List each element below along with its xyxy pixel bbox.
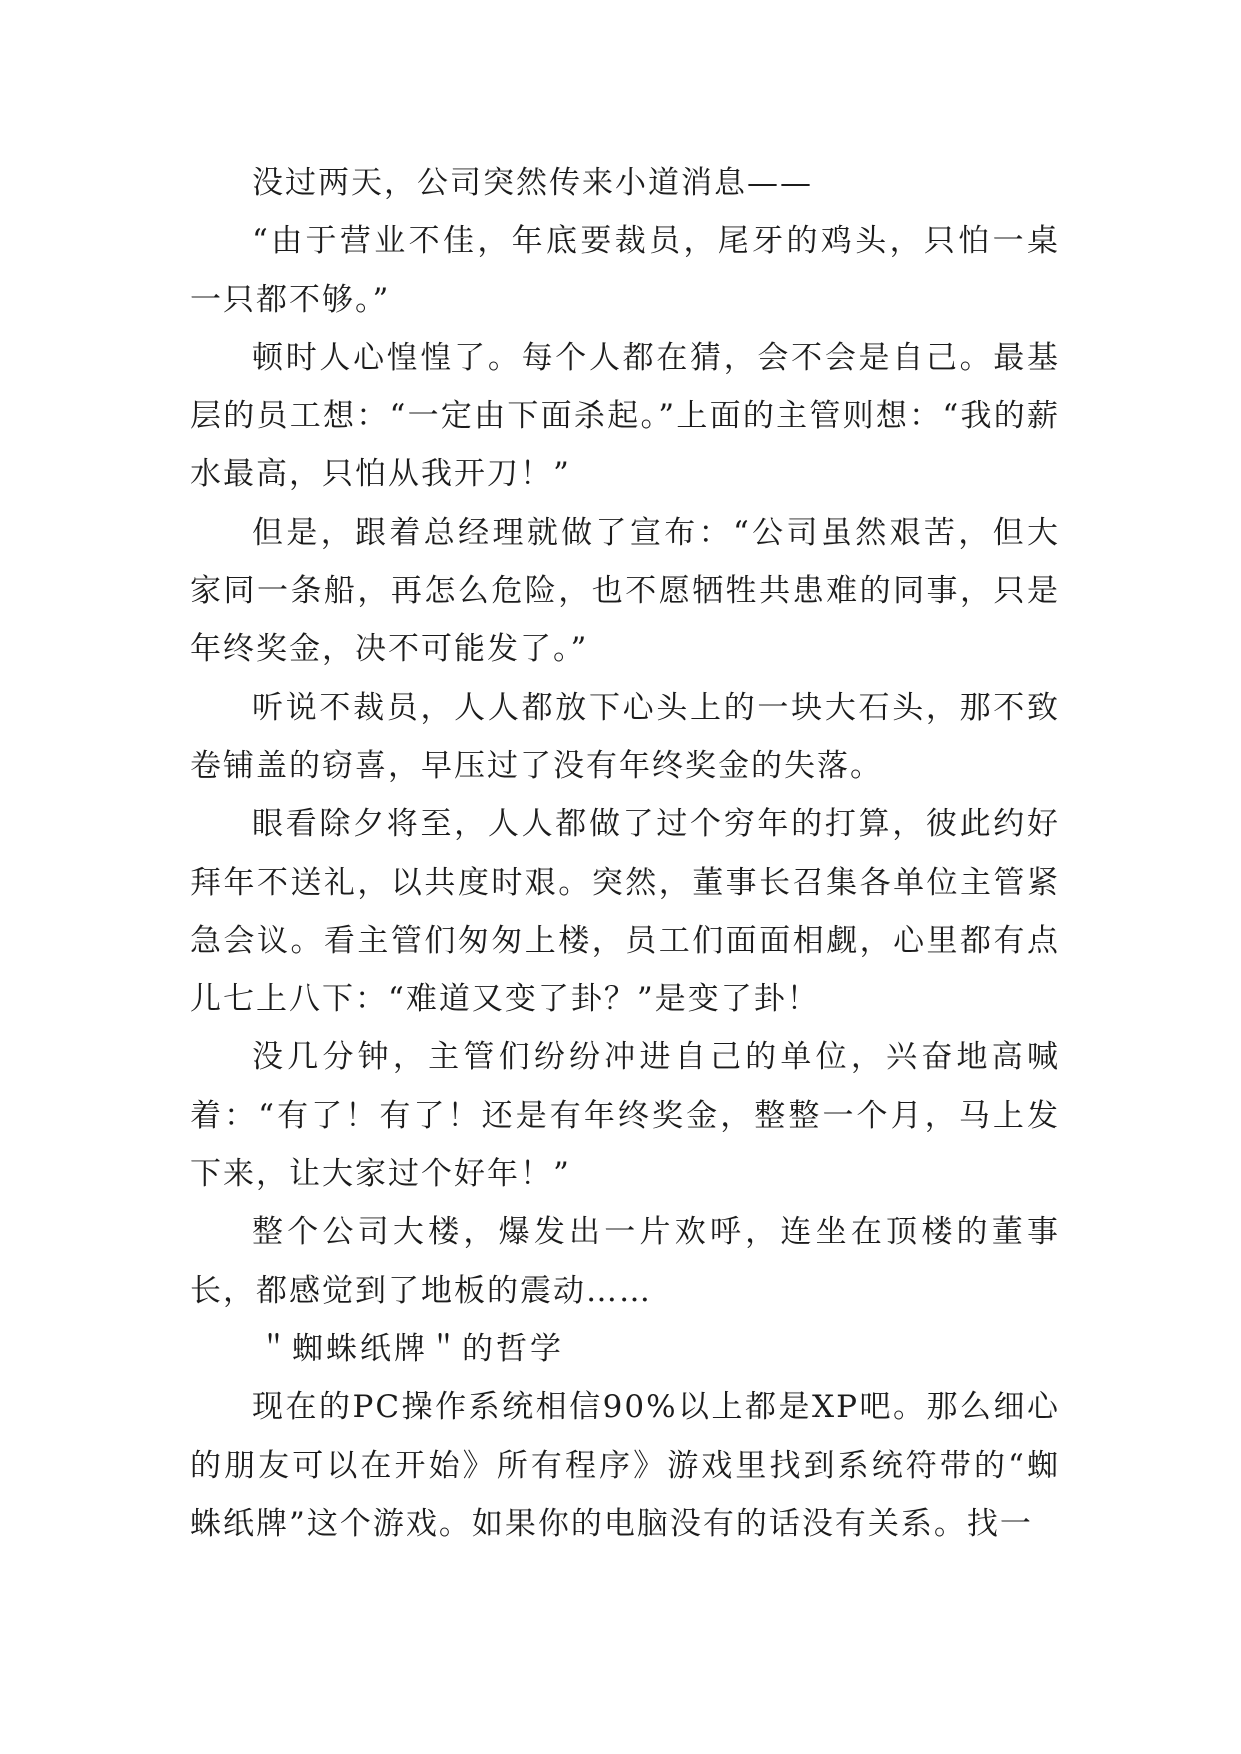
section-heading: ＂蜘蛛纸牌＂的哲学	[258, 1330, 564, 1367]
document-body	[190, 154, 1060, 1553]
paragraph: 但是，跟着总经理就做了宣布：“公司虽然艰苦，但大家同一条船，再怎么危险，也不愿牺牲共患难的同事，只是年终奖金，决不可能发了。”	[190, 514, 1060, 668]
paragraph: 没几分钟，主管们纷纷冲进自己的单位，兴奋地高喊着：“有了！有了！还是有年终奖金，整整一个月，马上发下来，让大家过个好年！”	[190, 1039, 1060, 1193]
paragraph: 眼看除夕将至，人人都做了过个穷年的打算，彼此约好拜年不送礼，以共度时艰。突然，董事长召集各单位主管紧急会议。看主管们匆匆上楼，员工们面面相觑，心里都有点儿七上八下：“难道又变了卦？”是变了卦！	[190, 806, 1060, 1018]
paragraph: 没过两天，公司突然传来小道消息——	[252, 165, 813, 201]
paragraph: 顿时人心惶惶了。每个人都在猜，会不会是自己。最基层的员工想：“一定由下面杀起。”上面的主管则想：“我的薪水最高，只怕从我开刀！”	[190, 339, 1060, 493]
paragraph: 现在的PC操作系统相信90%以上都是XP吧。那么细心的朋友可以在开始》所有程序》游戏里找到系统符带的“蜘蛛纸牌”这个游戏。如果你的电脑没有的话没有关系。找一	[190, 1389, 1060, 1542]
paragraph: 听说不裁员，人人都放下心头上的一块大石头，那不致卷铺盖的窃喜，早压过了没有年终奖金的失落。	[190, 689, 1060, 784]
paragraph: 整个公司大楼，爆发出一片欢呼，连坐在顶楼的董事长，都感觉到了地板的震动……	[190, 1214, 1060, 1309]
paragraph: “由于营业不佳，年底要裁员，尾牙的鸡头，只怕一桌一只都不够。”	[190, 223, 1060, 318]
